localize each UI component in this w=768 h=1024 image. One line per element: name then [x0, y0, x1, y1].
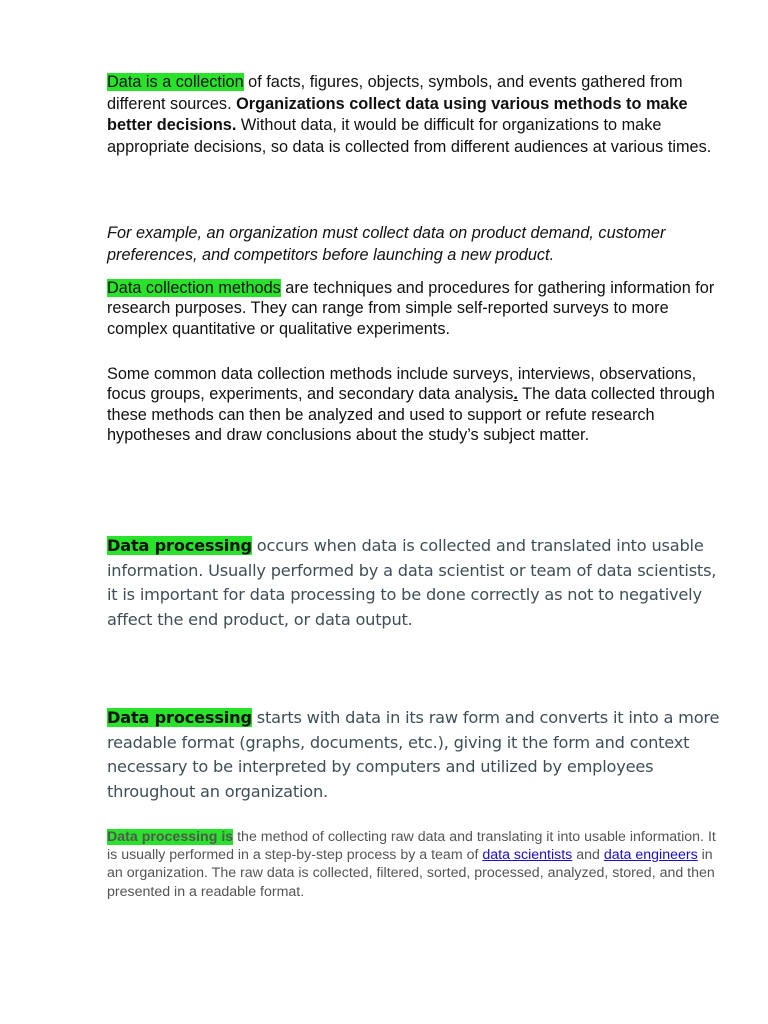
paragraph-common-methods [107, 364, 719, 446]
link-data-scientists[interactable]: data scientists [482, 847, 573, 864]
highlight-data-collection-methods: Data collection methods [107, 279, 281, 297]
text: The data collected through these methods can then be analyzed and used to support or refute research hypotheses and draw conclusions about the study’s subject matter. [107, 385, 715, 445]
text: occurs when data is collected and translated into usable information. Usually performed by a data scientist or team of data scientists, it is important for data processing to be done correctly as not to negatively affect the end product, or data output. [107, 536, 717, 629]
text: are techniques and procedures for gathering information for research purposes. They can range from simple self-reported surveys to more complex quantitative or qualitative experiments. [107, 279, 715, 338]
text: in an organization. The raw data is collected, filtered, sorted, processed, analyzed, stored, and then presented in a readable format. [107, 847, 715, 900]
paragraph-data-processing-1 [107, 534, 727, 632]
paragraph-example: For example, an organization must collect data on product demand, customer preferences, and competitors before launching a new product. [107, 224, 666, 264]
paragraph-collection-methods [107, 278, 719, 339]
paragraph-data-processing-2 [107, 706, 727, 804]
highlight-data-processing: Data processing [107, 536, 252, 555]
text: and [572, 847, 604, 864]
highlight-data-is-a-collection: Data is a collection [107, 73, 244, 91]
text: of facts, figures, objects, symbols, and events gathered from different sources. [107, 73, 683, 113]
text: Without data, it would be difficult for organizations to make appropriate decisions, so data is collected from different audiences at various times. [107, 116, 712, 156]
paragraph-data-processing-3 [107, 828, 719, 901]
highlight-data-processing-is: Data processing is [107, 829, 234, 845]
text: starts with data in its raw form and converts it into a more readable format (graphs, documents, etc.), giving it the form and context necessary to be interpreted by computers and utilized by employees throughout an organization. [107, 708, 720, 801]
text: the method of collecting raw data and translating it into usable information. It is usually performed in a step-by-step process by a team of [107, 829, 716, 864]
paragraph-data-definition [107, 72, 719, 158]
underlined-period: . [513, 385, 518, 404]
text: Some common data collection methods include surveys, interviews, observations, focus groups, experiments, and secondary data analysis [107, 365, 697, 404]
link-data-engineers[interactable]: data engineers [603, 847, 698, 864]
bold-text: Organizations collect data using various methods to make better decisions. [107, 94, 688, 135]
highlight-data-processing: Data processing [107, 708, 252, 727]
